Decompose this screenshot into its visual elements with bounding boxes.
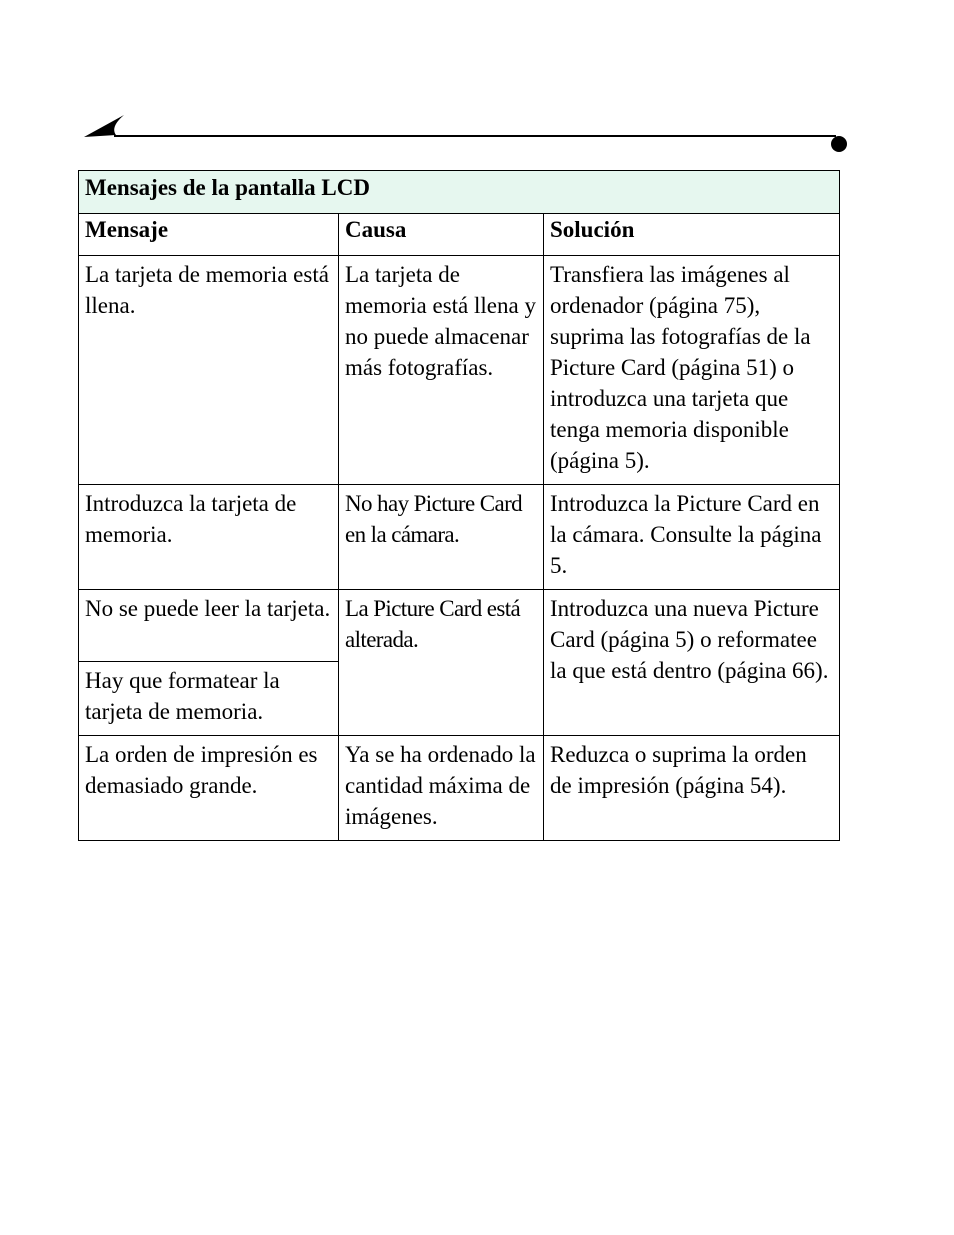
cell-causa: Ya se ha ordenado la cantidad máxima de imágenes. — [339, 736, 544, 841]
cell-solucion: Reduzca o suprima la orden de impresión (página 54). — [544, 736, 840, 841]
table-header-row — [79, 214, 840, 256]
cell-mensaje: No se puede leer la tarjeta. — [79, 590, 339, 662]
cell-solucion: Introduzca la Picture Card en la cámara. Consulte la página 5. — [544, 485, 840, 590]
arrowhead-icon — [84, 115, 124, 137]
cell-mensaje-2: Hay que formatear la tarjeta de memoria. — [79, 662, 339, 736]
cell-causa: La tarjeta de memoria está llena y no puede almacenar más fotografías. — [339, 256, 544, 485]
table-title: Mensajes de la pantalla LCD — [79, 171, 840, 214]
lcd-messages-table — [78, 170, 840, 841]
header-rule-decoration — [84, 109, 854, 153]
cell-causa: La Picture Card está alterada. — [339, 590, 544, 736]
table-row — [79, 256, 840, 485]
column-header-causa: Causa — [339, 214, 544, 256]
table-row — [79, 590, 840, 662]
cell-mensaje: Introduzca la tarjeta de memoria. — [79, 485, 339, 590]
cell-solucion: Transfiera las imágenes al ordenador (página 75), suprima las fotografías de la Picture Card (página 51) o introduzca una tarjeta que tenga memoria disponible (página 5). — [544, 256, 840, 485]
table-row — [79, 736, 840, 841]
cell-solucion: Introduzca una nueva Picture Card (página 5) o reformatee la que está dentro (página 66). — [544, 590, 840, 736]
rule-end-dot — [831, 136, 847, 152]
column-header-mensaje: Mensaje — [79, 214, 339, 256]
table-row — [79, 485, 840, 590]
cell-mensaje: La orden de impresión es demasiado grande. — [79, 736, 339, 841]
cell-causa: No hay Picture Card en la cámara. — [339, 485, 544, 590]
cell-mensaje: La tarjeta de memoria está llena. — [79, 256, 339, 485]
table-title-row — [79, 171, 840, 214]
column-header-solucion: Solución — [544, 214, 840, 256]
